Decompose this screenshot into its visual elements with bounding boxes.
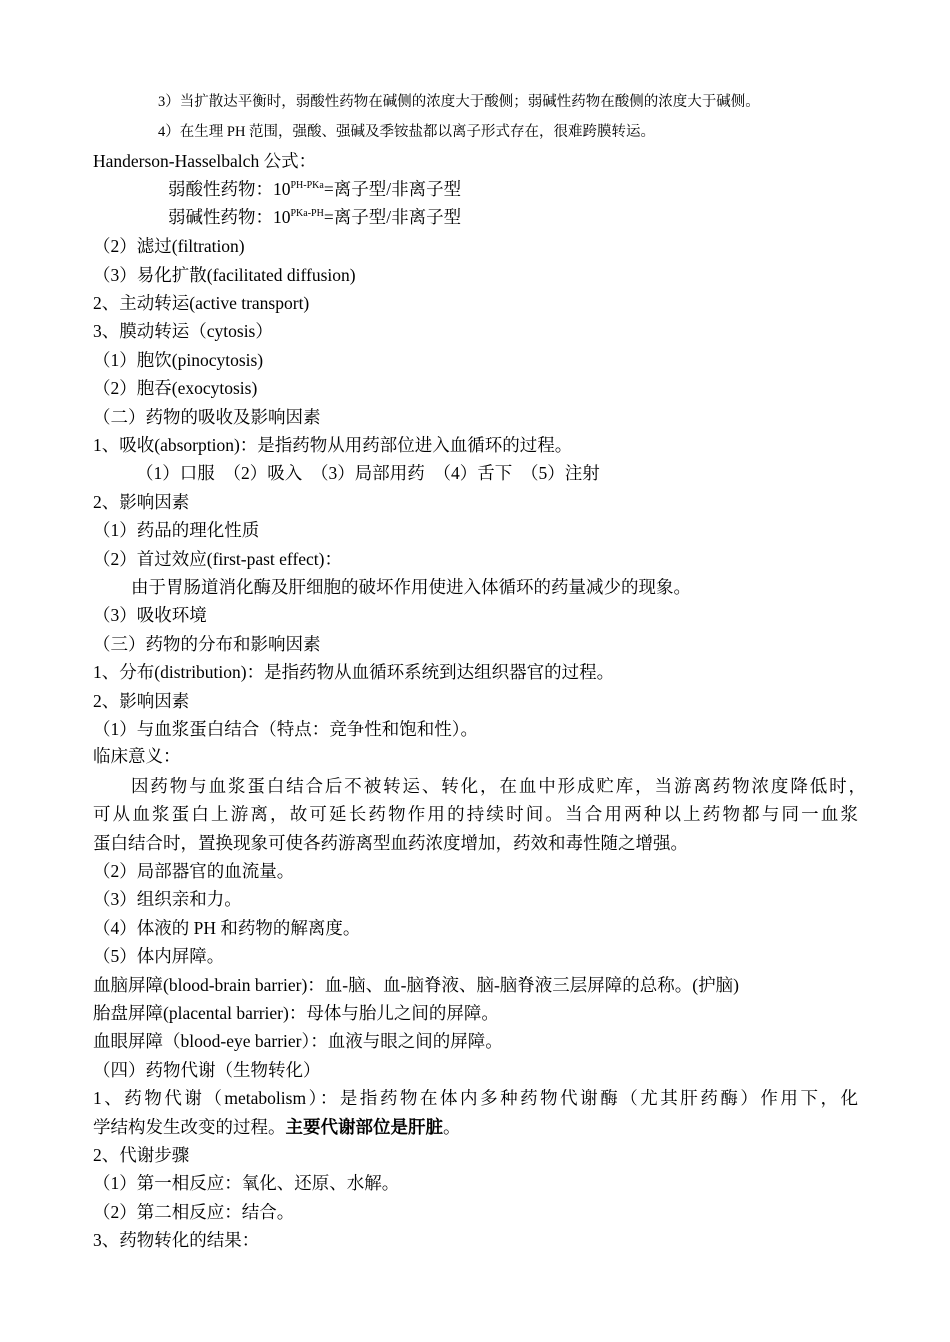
text-suffix: 。 bbox=[443, 1117, 461, 1137]
text-line: （2）滤过(filtration) bbox=[93, 236, 245, 256]
text-line: （1）胞饮(pinocytosis) bbox=[93, 350, 264, 370]
text-line: 2、主动转运(active transport) bbox=[93, 293, 310, 313]
formula-label: 弱碱性药物 bbox=[168, 208, 256, 228]
text-line: 3）当扩散达平衡时，弱酸性药物在碱侧的浓度大于酸侧；弱碱性药物在酸侧的浓度大于碱侧。 bbox=[158, 94, 760, 110]
text-line bbox=[93, 1115, 461, 1140]
text-line: （2）胞吞(exocytosis) bbox=[93, 378, 258, 398]
text-line: 胎盘屏障(placental barrier)：母体与胎儿之间的屏障。 bbox=[93, 1003, 499, 1023]
text-prefix: 学结构发生改变的过程。 bbox=[93, 1117, 286, 1137]
text-rest: (blood-brain barrier)：血-脑、血-脑脊液、脑-脑脊液三层屏障的总称。(护脑) bbox=[163, 975, 739, 995]
paragraph-line: 蛋白结合时，置换现象可使各药游离型血药浓度增加，药效和毒性随之增强。 bbox=[93, 833, 688, 853]
section-heading: （二）药物的吸收及影响因素 bbox=[93, 407, 321, 427]
formula-label: 弱酸性药物 bbox=[168, 180, 256, 200]
formula-base: ：10 bbox=[255, 207, 291, 227]
text-line: （2）局部器官的血流量。 bbox=[93, 861, 295, 881]
text-line: 1、吸收(absorption)：是指药物从用药部位进入血循环的过程。 bbox=[93, 435, 573, 455]
key-point-highlight: 主要代谢部位是肝脏 bbox=[285, 1118, 443, 1138]
text-line: （3）组织亲和力。 bbox=[93, 889, 242, 909]
formula-result: =离子型/非离子型 bbox=[323, 179, 462, 199]
text-line: （1）药品的理化性质 bbox=[93, 520, 260, 540]
text-line: 由于胃肠道消化酶及肝细胞的破坏作用使进入体循环的药量减少的现象。 bbox=[131, 577, 691, 597]
section-heading: （四）药物代谢（生物转化） bbox=[93, 1060, 321, 1080]
text-prefix: （2） bbox=[93, 549, 137, 569]
text-line: （5）体内屏障。 bbox=[93, 946, 225, 966]
formula-heading: Handerson-Hasselbalch 公式： bbox=[93, 151, 317, 171]
formula-weak-acid bbox=[168, 177, 461, 202]
text-line: 3、膜动转运（cytosis） bbox=[93, 321, 273, 341]
section-heading: （三）药物的分布和影响因素 bbox=[93, 634, 321, 654]
text-line: 1、药物代谢（metabolism）：是指药物在体内多种药物代谢酶（尤其肝药酶）作用下，化 bbox=[93, 1088, 858, 1108]
term-highlight: 首过效应 bbox=[136, 550, 207, 570]
clinical-significance-heading: 临床意义： bbox=[93, 747, 181, 767]
formula-base: ：10 bbox=[255, 179, 291, 199]
text-line bbox=[93, 973, 739, 998]
formula-exponent: PKa-PH bbox=[290, 208, 324, 219]
text-line: （2）第二相反应：结合。 bbox=[93, 1202, 295, 1222]
text-line: 4）在生理 PH 范围，强酸、强碱及季铵盐都以离子形式存在，很难跨膜转运。 bbox=[158, 124, 656, 140]
formula-weak-base bbox=[168, 205, 461, 230]
text-line: 2、代谢步骤 bbox=[93, 1145, 190, 1165]
text-line: （1）口服 （2）吸入 （3）局部用药 （4）舌下 （5）注射 bbox=[136, 463, 600, 483]
term-highlight: 血脑屏障 bbox=[93, 976, 163, 996]
text-line: 2、影响因素 bbox=[93, 492, 190, 512]
text-line: （3）易化扩散(facilitated diffusion) bbox=[93, 265, 356, 285]
paragraph-line: 可从血浆蛋白上游离，故可延长药物作用的持续时间。当合用两种以上药物都与同一血浆 bbox=[93, 804, 858, 824]
text-line: （3）吸收环境 bbox=[93, 605, 207, 625]
text-line: （1）第一相反应：氧化、还原、水解。 bbox=[93, 1173, 400, 1193]
formula-result: =离子型/非离子型 bbox=[323, 207, 462, 227]
text-line: （1）与血浆蛋白结合（特点：竞争性和饱和性）。 bbox=[93, 719, 478, 739]
text-line: （4）体液的 PH 和药物的解离度。 bbox=[93, 918, 361, 938]
text-line: 2、影响因素 bbox=[93, 691, 190, 711]
text-line bbox=[93, 547, 342, 572]
text-rest: (first-past effect)： bbox=[206, 549, 342, 569]
text-line: 血眼屏障（blood-eye barrier）：血液与眼之间的屏障。 bbox=[93, 1031, 503, 1051]
text-line: 3、药物转化的结果： bbox=[93, 1230, 260, 1250]
formula-exponent: PH-PKa bbox=[290, 180, 324, 191]
paragraph-line: 因药物与血浆蛋白结合后不被转运、转化，在血中形成贮库，当游离药物浓度降低时， bbox=[131, 776, 866, 796]
text-line: 1、分布(distribution)：是指药物从血循环系统到达组织器官的过程。 bbox=[93, 662, 615, 682]
